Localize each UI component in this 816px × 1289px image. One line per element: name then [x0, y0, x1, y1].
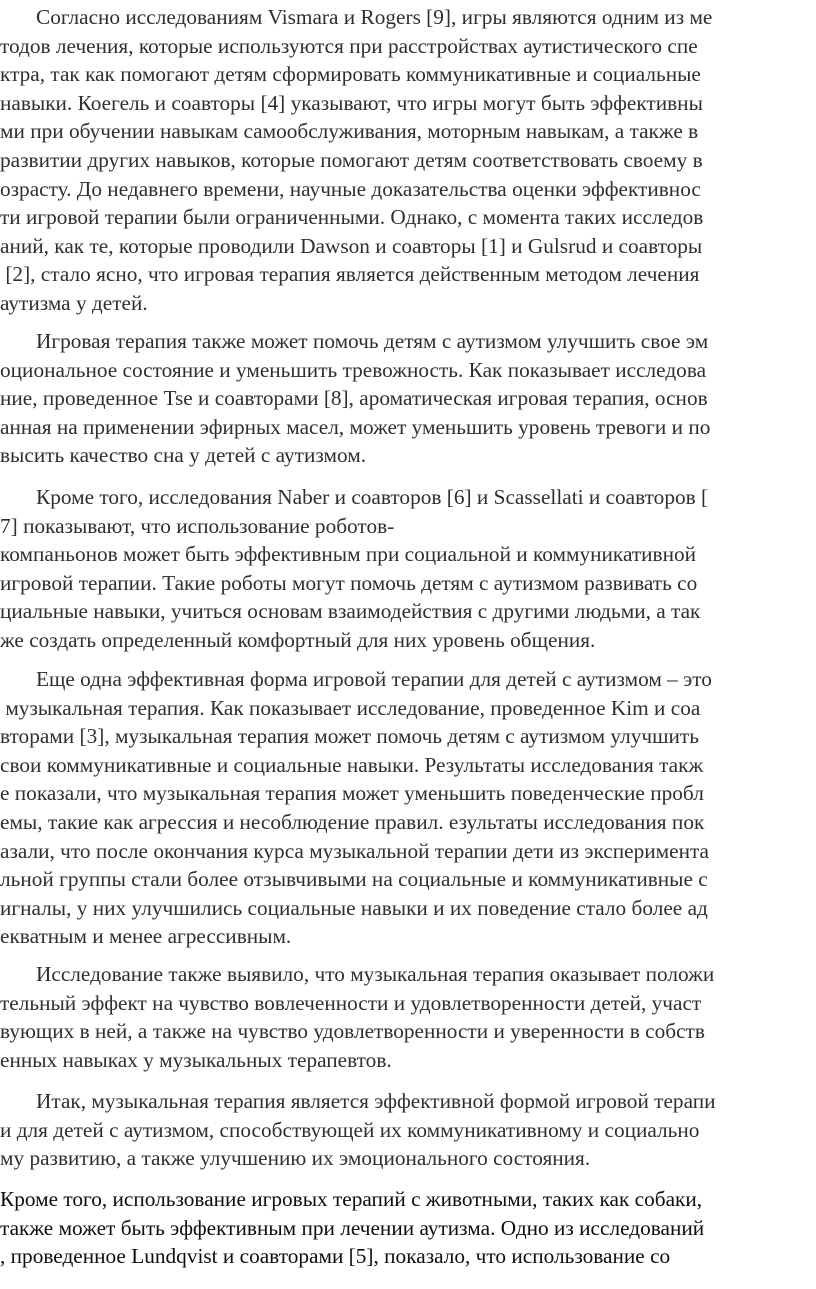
text-line: и для детей с аутизмом, способствующей их коммуникативному и социально	[0, 1117, 700, 1142]
text-line: емы, такие как агрессия и несоблюдение правил. езультаты исследования пок	[0, 809, 705, 834]
text-line: Игровая терапия также может помочь детям с аутизмом улучшить свое эм	[36, 329, 709, 353]
text-line: развитии других навыков, которые помогают детям соответствовать своему в	[0, 147, 703, 172]
text-line: вующих в ней, а также на чувство удовлетворенности и уверенности в собств	[0, 1019, 705, 1044]
paragraph-2	[0, 327, 816, 470]
text-line: Кроме того, использование игровых терапий с животными, таких как собаки,	[0, 1187, 703, 1211]
text-line: анная на применении эфирных масел, может уменьшить уровень тревоги и по	[0, 414, 711, 439]
text-line: тодов лечения, которые используются при расстройствах аутистического спе	[0, 33, 698, 58]
text-line: Еще одна эффективная форма игровой терапии для детей с аутизмом – это	[36, 667, 712, 691]
text-line: же создать определенный комфортный для них уровень общения.	[0, 627, 596, 652]
paragraph-5	[0, 960, 816, 1074]
paragraph-6	[0, 1087, 816, 1173]
text-line: 7] показывают, что использование роботов-	[0, 513, 395, 538]
text-line: е показали, что музыкальная терапия может уменьшить поведенческие пробл	[0, 781, 704, 806]
paragraph-7	[0, 1185, 816, 1271]
text-line: азали, что после окончания курса музыкальной терапии дети из эксперимента	[0, 838, 710, 863]
text-line: ти игровой терапии были ограниченными. Однако, с момента таких исследов	[0, 205, 704, 230]
text-line: также может быть эффективным при лечении аутизма. Одно из исследований	[0, 1215, 705, 1240]
text-line: ми при обучении навыкам самообслуживания, моторным навыкам, а также в	[0, 119, 699, 144]
text-line: оциональное состояние и уменьшить тревожность. Как показывает исследова	[0, 357, 707, 382]
text-line: игналы, у них улучшились социальные навыки и их поведение стало более ад	[0, 895, 708, 920]
text-line: тельный эффект на чувство вовлеченности и удовлетворенности детей, участ	[0, 990, 702, 1015]
paragraph-4	[0, 665, 816, 951]
paragraph-1	[0, 3, 816, 318]
text-line: Итак, музыкальная терапия является эффективной формой игровой терапи	[36, 1089, 716, 1113]
text-line: му развитию, а также улучшению их эмоционального состояния.	[0, 1146, 591, 1171]
text-line: вторами [3], музыкальная терапия может помочь детям с аутизмом улучшить	[0, 724, 699, 749]
text-line: навыки. Коегель и соавторы [4] указывают, что игры могут быть эффективны	[0, 90, 703, 115]
paragraph-3	[0, 483, 816, 655]
text-line: ние, проведенное Tse и соавторами [8], ароматическая игровая терапия, основ	[0, 386, 708, 411]
text-line: аутизма у детей.	[0, 290, 148, 315]
text-line: Согласно исследованиям Vismara и Rogers [9], игры являются одним из ме	[36, 5, 713, 29]
text-line: высить качество сна у детей с аутизмом.	[0, 443, 367, 468]
text-line: свои коммуникативные и социальные навыки. Результаты исследования такж	[0, 752, 704, 777]
text-line: музыкальная терапия. Как показывает исследование, проведенное Kim и соа	[0, 695, 701, 720]
text-line: енных навыках у музыкальных терапевтов.	[0, 1047, 392, 1072]
text-line: , проведенное Lundqvist и соавторами [5], показало, что использование со	[0, 1244, 671, 1269]
text-line: ктра, так как помогают детям сформировать коммуникативные и социальные	[0, 62, 701, 87]
text-line: озрасту. До недавнего времени, научные доказательства оценки эффективнос	[0, 176, 701, 201]
text-line: игровой терапии. Такие роботы могут помочь детям с аутизмом развивать со	[0, 570, 698, 595]
text-line: льной группы стали более отзывчивыми на социальные и коммуникативные с	[0, 867, 708, 892]
text-line: аний, как те, которые проводили Dawson и соавторы [1] и Gulsrud и соавторы	[0, 233, 703, 258]
text-line: компаньонов может быть эффективным при социальной и коммуникативной	[0, 542, 697, 567]
text-line: Исследование также выявило, что музыкальная терапия оказывает положи	[36, 962, 715, 986]
text-line: Кроме того, исследования Naber и соавторов [6] и Scassellati и соавторов [	[36, 485, 709, 509]
text-line: екватным и менее агрессивным.	[0, 924, 292, 949]
text-line: циальные навыки, учиться основам взаимодействия с другими людьми, а так	[0, 599, 701, 624]
text-line: [2], стало ясно, что игровая терапия является действенным методом лечения	[0, 262, 700, 287]
